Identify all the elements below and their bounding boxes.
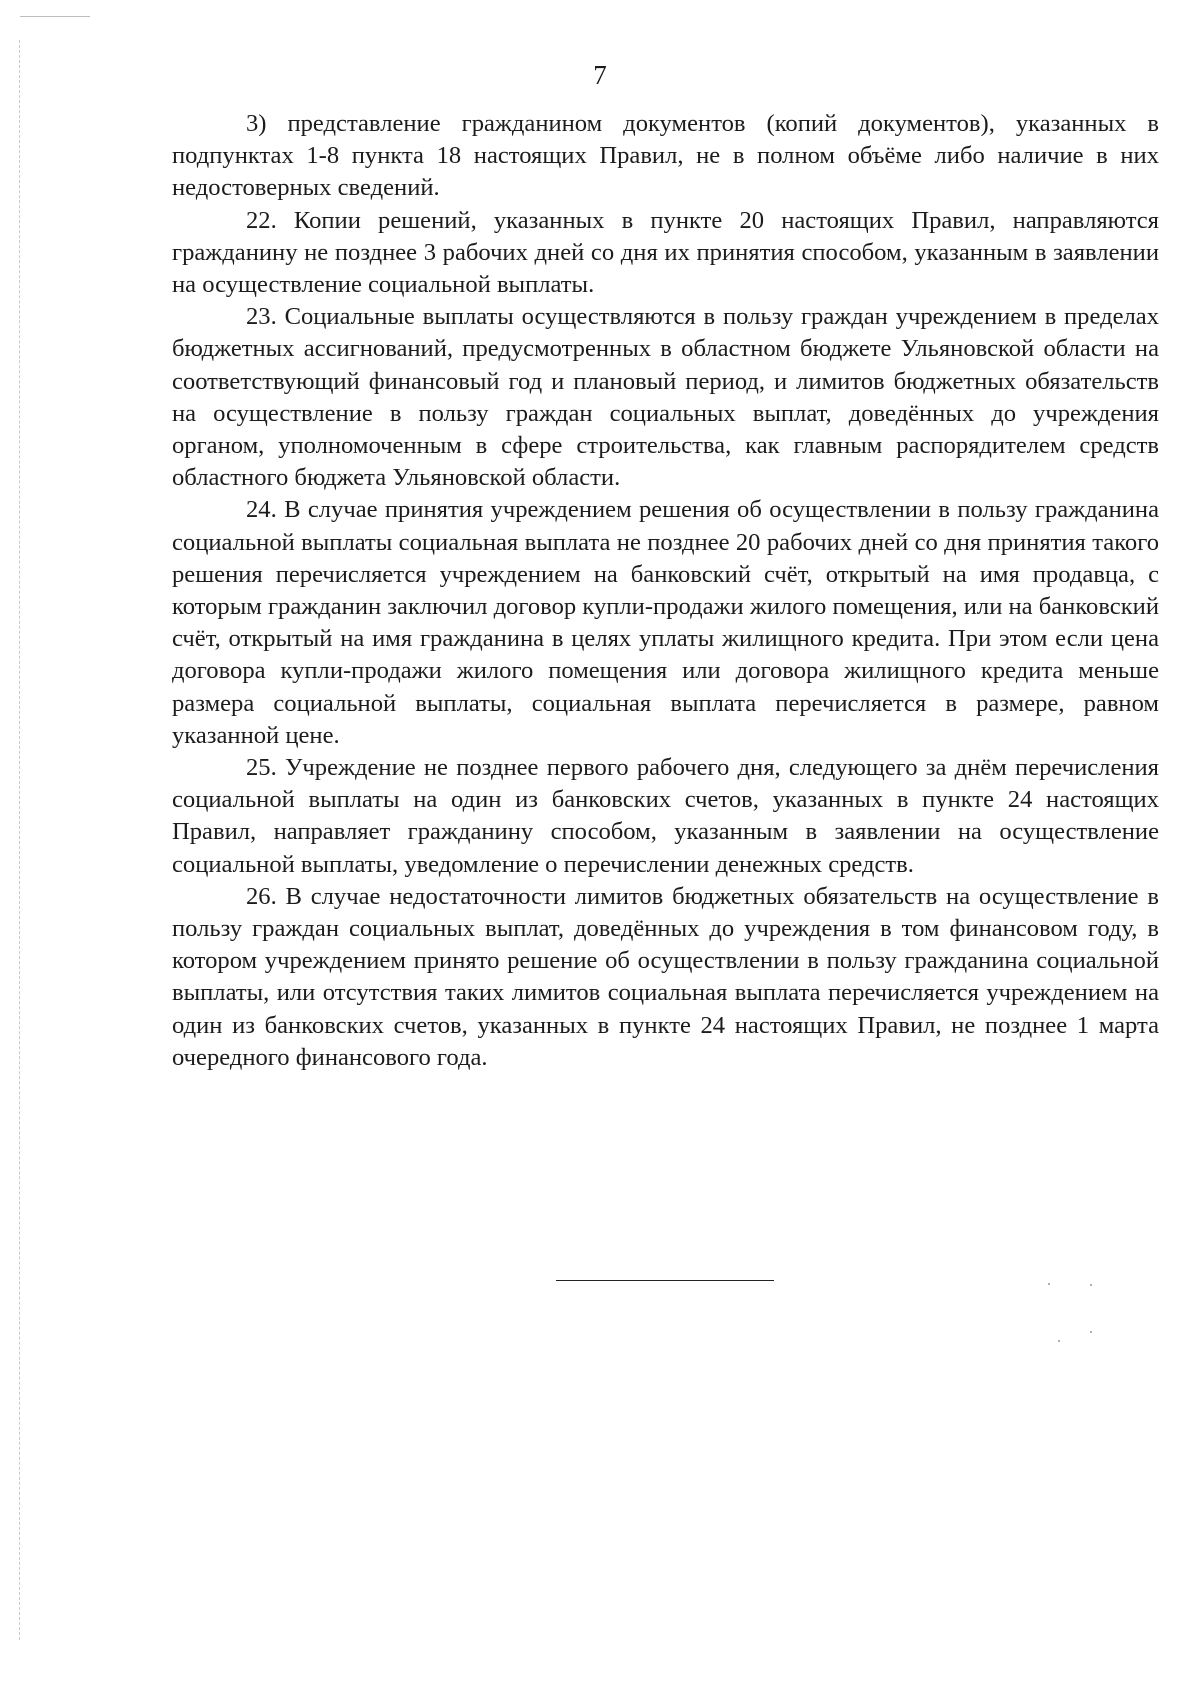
- paragraph-22: 22. Копии решений, указанных в пункте 20 настоящих Правил, направляются гражданину не позднее 3 рабочих дней со дня их принятия способом, указанным в заявлении на осуществление социальной выплаты.: [172, 206, 1159, 299]
- page-number: 7: [593, 60, 607, 90]
- scan-speck: [1058, 1340, 1060, 1342]
- paragraph-subitem-3: 3) представление гражданином документов (копий документов), указанных в подпунктах 1-8 пункта 18 настоящих Правил, не в полном объёме либо наличие в них недостоверных сведений.: [172, 110, 1159, 202]
- paragraph-26: 26. В случае недостаточности лимитов бюджетных обязательств на осуществление в пользу граждан социальных выплат, доведённых до учреждения в том финансовом году, в котором учреждением принято решение об осуществлении в пользу гражданина социальной выплаты, или отсутствия таких лимитов социальная выплата перечисляется учреждением на один из банковских счетов, указанных в пункте 24 настоящих Правил, не позднее 1 марта очередного финансового года.: [172, 882, 1159, 1071]
- paragraph-24: 24. В случае принятия учреждением решения об осуществлении в пользу гражданина социальной выплаты социальная выплата не позднее 20 рабочих дней со дня принятия такого решения перечисляется учреждением на банковский счёт, открытый на имя продавца, с которым гражданин заключил договор купли-продажи жилого помещения, или на банковский счёт, открытый на имя гражданина в целях уплаты жилищного кредита. При этом если цена договора купли-продажи жилого помещения или договора жилищного кредита меньше размера социальной выплаты, социальная выплата перечисляется в размере, равном указанной цене.: [172, 496, 1159, 749]
- paragraph-23: 23. Социальные выплаты осуществляются в пользу граждан учреждением в пределах бюджетных ассигнований, предусмотренных в областном бюджете Ульяновской области на соответствующий финансовый год и плановый период, и лимитов бюджетных обязательств на осуществление в пользу граждан социальных выплат, доведённых до учреждения органом, уполномоченным в сфере строительства, как главным распорядителем средств областного бюджета Ульяновской области.: [172, 303, 1159, 492]
- end-of-document-rule: [556, 1280, 774, 1281]
- scan-speck: [1090, 1331, 1092, 1333]
- scan-edge-top: [20, 16, 90, 17]
- paragraph-25: 25. Учреждение не позднее первого рабочего дня, следующего за днём перечисления социальной выплаты на один из банковских счетов, указанных в пункте 24 настоящих Правил, направляет гражданину способом, указанным в заявлении на осуществление социальной выплаты, уведомление о перечислении денежных средств.: [172, 754, 1159, 878]
- scan-edge-left: [19, 40, 20, 1640]
- scan-speck: [1090, 1284, 1092, 1286]
- document-body: [172, 108, 1159, 1074]
- scan-speck: [1048, 1283, 1050, 1285]
